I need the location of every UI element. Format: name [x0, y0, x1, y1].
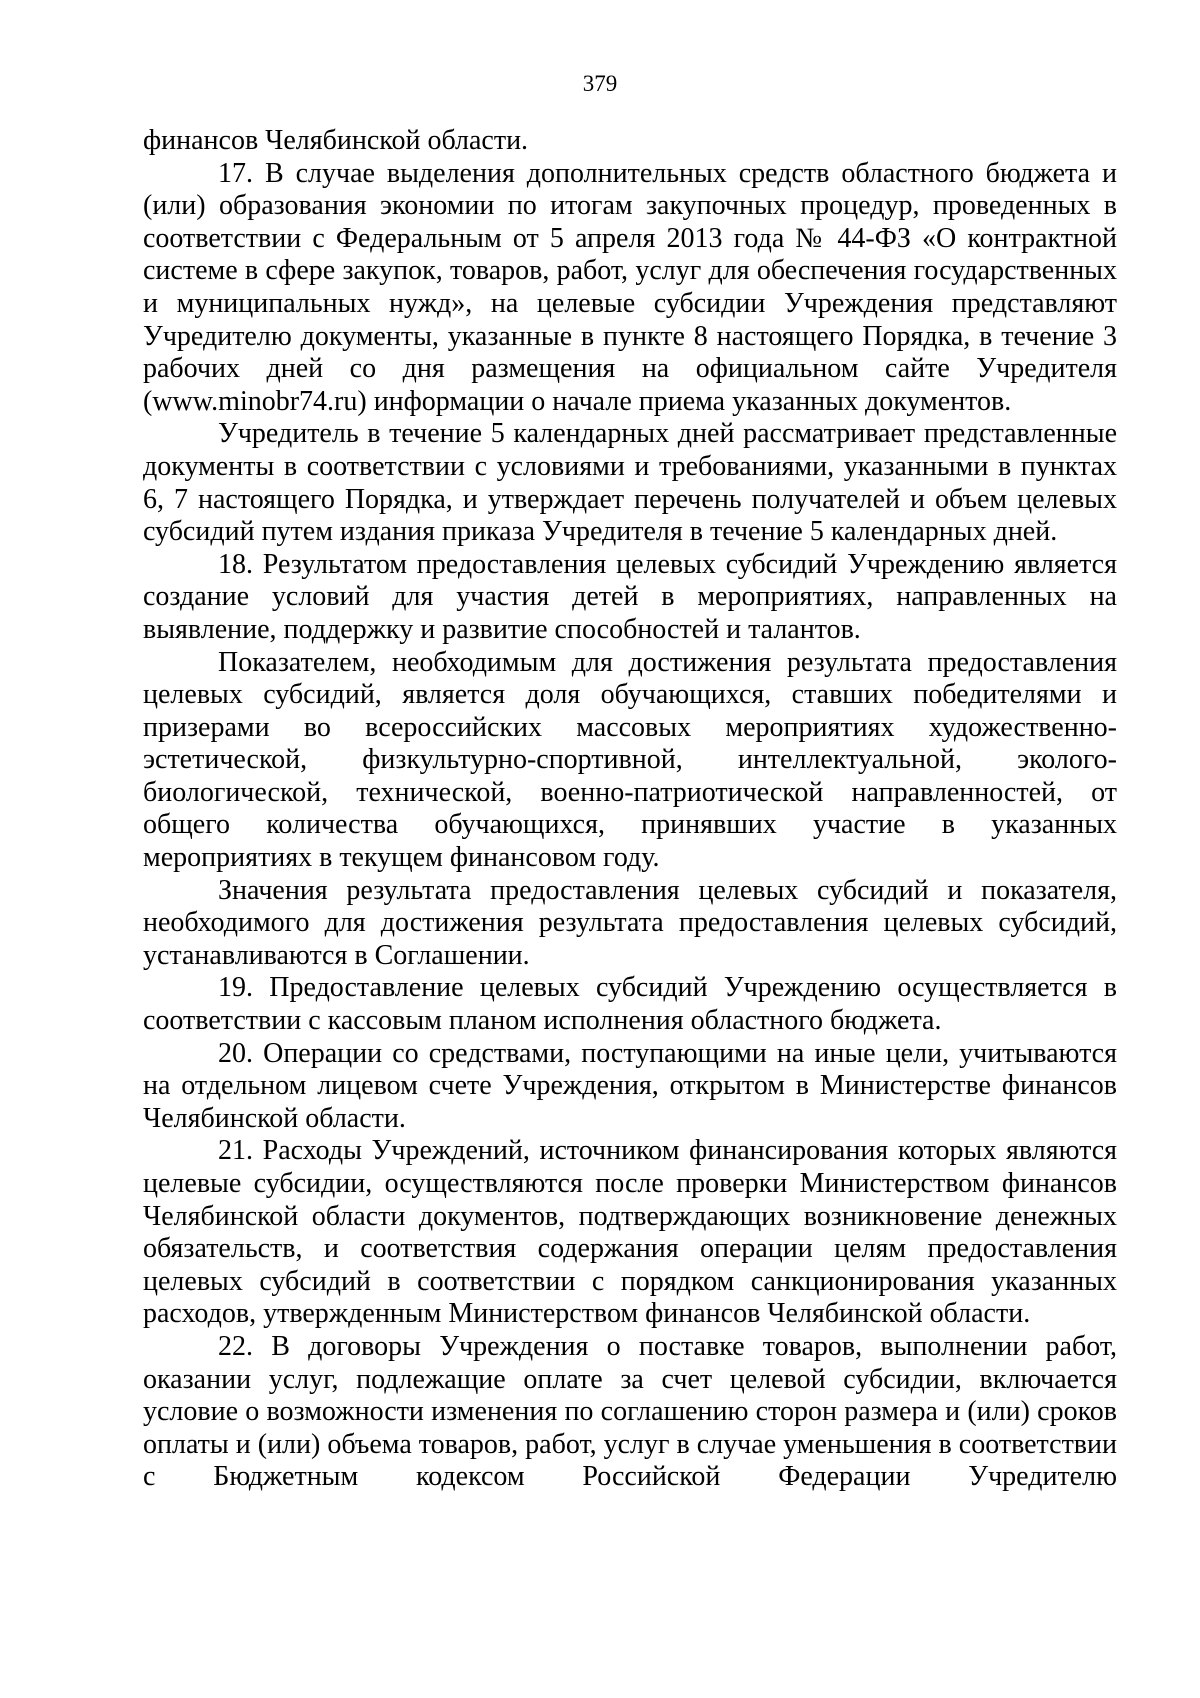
- paragraph-founder-review: Учредитель в течение 5 календарных дней рассматривает представленные документы в соответствии с условиями и требованиями, указанными в пунктах 6, 7 настоящего Порядка, и утверждает перечень получателей и объем целевых субсидий путем издания приказа Учредителя в течение 5 календарных дней.: [143, 418, 1117, 548]
- paragraph-clause-22: 22. В договоры Учреждения о поставке товаров, выполнении работ, оказании услуг, подлежащие оплате за счет целевой субсидии, включается условие о возможности изменения по соглашению сторон размера и (или) сроков оплаты и (или) объема товаров, работ, услуг в случае уменьшения в соответствии с Бюджетным кодексом Российской Федерации Учредителю: [143, 1330, 1117, 1493]
- paragraph-clause-18: 18. Результатом предоставления целевых субсидий Учреждению является создание условий для участия детей в мероприятиях, направленных на выявление, поддержку и развитие способностей и талантов.: [143, 548, 1117, 645]
- paragraph-clause-17: 17. В случае выделения дополнительных средств областного бюджета и (или) образования экономии по итогам закупочных процедур, проведенных в соответствии с Федеральным от 5 апреля 2013 года № 44-ФЗ «О контрактной системе в сфере закупок, товаров, работ, услуг для обеспечения государственных и муниципальных нужд», на целевые субсидии Учреждения представляют Учредителю документы, указанные в пункте 8 настоящего Порядка, в течение 3 рабочих дней со дня размещения на официальном сайте Учредителя (www.minobr74.ru) информации о начале приема указанных документов.: [143, 157, 1117, 417]
- paragraph-clause-20: 20. Операции со средствами, поступающими на иные цели, учитываются на отдельном лицевом счете Учреждения, открытом в Министерстве финансов Челябинской области.: [143, 1037, 1117, 1134]
- paragraph-clause-21: 21. Расходы Учреждений, источником финансирования которых являются целевые субсидии, осуществляются после проверки Министерством финансов Челябинской области документов, подтверждающих возникновение денежных обязательств, и соответствия содержания операции целям предоставления целевых субсидий в соответствии с порядком санкционирования указанных расходов, утвержденным Министерством финансов Челябинской области.: [143, 1135, 1117, 1330]
- paragraph-continuation: финансов Челябинской области.: [143, 125, 529, 156]
- paragraph-values: Значения результата предоставления целевых субсидий и показателя, необходимого для достижения результата предоставления целевых субсидий, устанавливаются в Соглашении.: [143, 874, 1117, 971]
- page-number: 379: [582, 71, 618, 96]
- document-body: [143, 125, 1117, 1494]
- paragraph-clause-19: 19. Предоставление целевых субсидий Учреждению осуществляется в соответствии с кассовым планом исполнения областного бюджета.: [143, 972, 1117, 1037]
- paragraph-indicator: Показателем, необходимым для достижения результата предоставления целевых субсидий, является доля обучающихся, ставших победителями и призерами во всероссийских массовых мероприятиях художественно-эстетической, физкультурно-спортивной, интеллектуальной, эколого-биологической, технической, военно-патриотической направленностей, от общего количества обучающихся, принявших участие в указанных мероприятиях в текущем финансовом году.: [143, 646, 1117, 874]
